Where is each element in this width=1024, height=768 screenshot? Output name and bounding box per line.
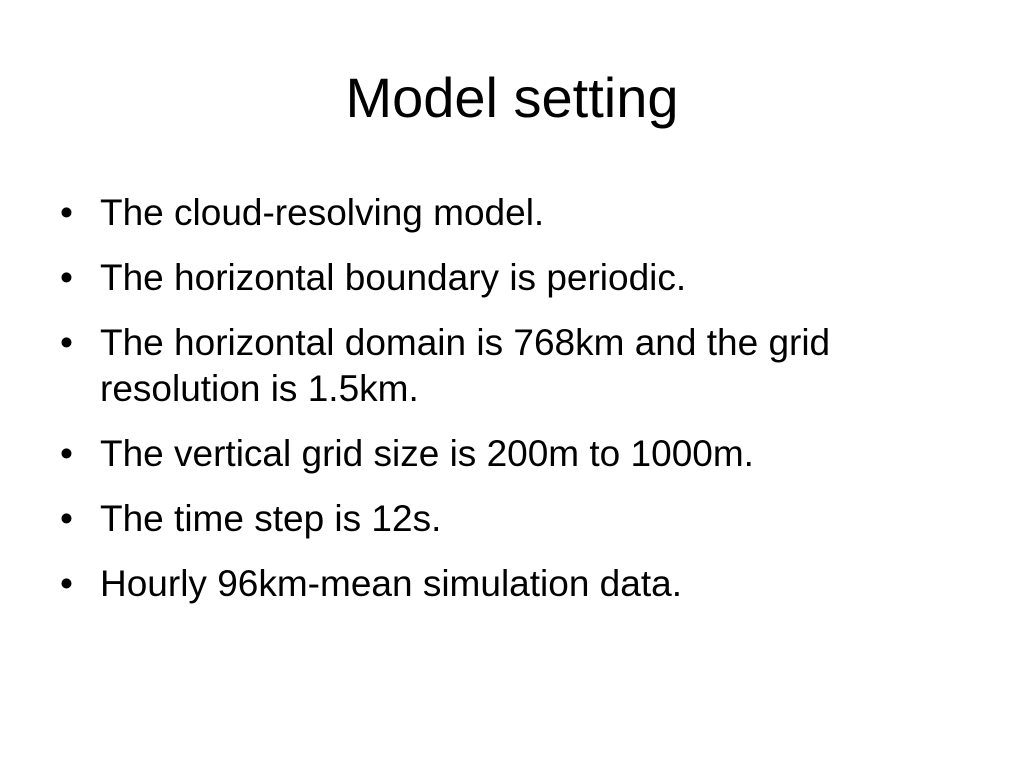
bullet-text: The horizontal domain is 768km and the grid resolution is 1.5km. — [100, 322, 831, 409]
bullet-text: The vertical grid size is 200m to 1000m. — [100, 433, 754, 474]
bullet-icon: • — [60, 322, 73, 363]
bullet-item — [60, 320, 940, 412]
bullet-icon: • — [60, 192, 73, 233]
bullet-text: The horizontal boundary is periodic. — [100, 257, 687, 298]
bullet-item — [60, 431, 940, 477]
bullet-item — [60, 496, 940, 542]
bullet-icon: • — [60, 433, 73, 474]
bullet-icon: • — [60, 498, 73, 539]
bullet-text: The time step is 12s. — [100, 498, 442, 539]
bullet-text: The cloud-resolving model. — [100, 192, 545, 233]
bullet-list — [60, 190, 940, 626]
bullet-item — [60, 255, 940, 301]
slide-title: Model setting — [345, 66, 679, 129]
bullet-item — [60, 190, 940, 236]
bullet-text: Hourly 96km-mean simulation data. — [100, 563, 682, 604]
bullet-icon: • — [60, 257, 73, 298]
bullet-item — [60, 561, 940, 607]
bullet-icon: • — [60, 563, 73, 604]
